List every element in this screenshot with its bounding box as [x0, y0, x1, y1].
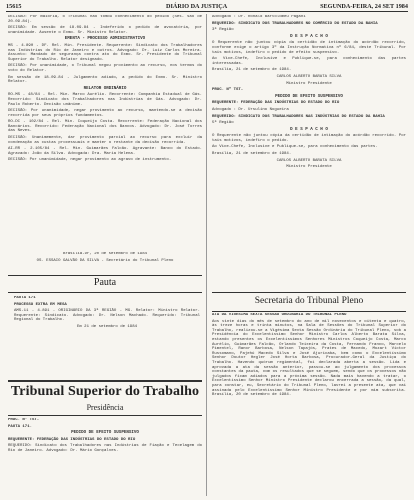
paragraph: RO-DC - 102/84 - Rel. Min. Coqueijo Costa. Recorrente: Federação Nacional dos Bancários. Recorrido: Federação Nacional dos Bancos. Advogado: Dr. José Torres das Neves.: [8, 120, 202, 134]
paragraph: ATA DA VIGÉSIMA SEXTA SESSÃO ORDINÁRIA DO TRIBUNAL PLENO: [212, 313, 347, 317]
rule: [8, 415, 202, 416]
paragraph: O Requerente não juntou cópia da certidão de intimação do acórdão recorrido, conforme exige o artigo 3º da Instrução Normativa nº 6/84, deste Tribunal. Por tais motivos, indefiro o pedido de efeito suspensivo.: [212, 41, 406, 55]
paragraph: REQUERIDO: Sindicato dos Trabalhadores nas Indústrias de Fiação e Tecelagem do Rio de Janeiro. Advogado: Dr. Mário Gonçalves.: [8, 444, 202, 453]
court-title: Tribunal Superior do Trabalho: [10, 384, 200, 399]
paragraph: PAUTA 171.: [8, 424, 33, 429]
paragraph: Ao Vice-Chefe, Inclusive e Publique-se, para conhecimento das partes interessadas.: [212, 57, 406, 66]
paragraph: Em 21 de setembro de 1984: [76, 324, 137, 329]
signature-role: Ministro Presidente: [286, 165, 332, 170]
paragraph: REQUERIDO: SINDICATO DOS TRABALHADORES NO COMÉRCIO DO ESTADO DA BAHIA: [212, 21, 378, 26]
court-subtitle: Presidência: [86, 403, 124, 412]
paragraph: PAUTA 171: [14, 296, 36, 300]
section-heading: PEDIDO DE EFEITO SUSPENSIVO: [275, 94, 343, 99]
paragraph: Brasília, 21 de setembro de 1984.: [212, 68, 292, 73]
paragraph: O Requerente não juntou cópia da certidão de intimação do acórdão recorrido. Por tais motivos, indefiro o pedido.: [212, 134, 406, 143]
paragraph: REQUERENTE: FEDERAÇÃO DAS INDÚSTRIAS DO ESTADO DO RIO: [8, 437, 136, 442]
paragraph: DECISÃO: Em sessão de 18.09.84 - Indeferido o pedido de avocatória, por unanimidade. Ausente o Exmo. Sr. Ministro Relator.: [8, 26, 202, 35]
section-heading: D E S P A C H O: [290, 34, 328, 39]
journal-title: DIÁRIO DA JUSTIÇA: [166, 3, 228, 10]
paragraph: AI-RR - 2.105/84 - Rel. Min. Guimarães Falcão. Agravante: Banco do Estado. Agravado: João da Silva. Advogada: Dra. Maria Helena.: [8, 147, 202, 156]
issue-date: SEGUNDA-FEIRA, 24 SET 1984: [320, 3, 408, 10]
secretaria-heading-box: [212, 292, 406, 312]
section-heading: PEDIDO DE EFEITO SUSPENSIVO: [71, 431, 139, 436]
paragraph: DECISÃO: Unanimemente, dar provimento parcial ao recurso para excluir da condenação as custas processuais e manter o restante da decisão recorrida.: [8, 136, 202, 145]
section-heading: D E S P A C H O: [290, 127, 328, 132]
right-column-top: [212, 15, 406, 240]
paragraph: 3ª Região: [212, 28, 234, 33]
secretaria-heading: Secretaria do Tribunal Pleno: [254, 296, 364, 306]
left-column-bottom: [8, 418, 202, 496]
paragraph: Brasília, 21 de setembro de 1984.: [212, 152, 292, 157]
pauta-body: [14, 296, 200, 360]
header-rule: [6, 11, 408, 12]
paragraph: DECISÃO: Por maioria, o Tribunal não tomou conhecimento do pedido (Ses- são de 20.09.84).: [8, 15, 202, 24]
paragraph: Advogado : Dr. Ronald Bartolomeu Pagani: [212, 15, 306, 19]
section-heading: EMENTA - PROCESSO ADMINISTRATIVO: [64, 37, 146, 42]
paragraph: Em sessão de 18.09.84 - Julgamento adiado, a pedido do Exmo. Sr. Ministro Relator.: [8, 75, 202, 85]
signature-name: CARLOS ALBERTO BARATA SILVA: [276, 158, 342, 163]
paragraph: Aos vinte dias do mês de setembro do ano de mil novecentos e oitenta e quatro, às treze horas e trinta minutos, na Sala de Sessões do Tribunal Superior do Trabalho, realizou-se a Vigésima Sexta Sessão Ordinária do Tribunal Pleno, sob a Presidência do Excelentíssimo Senhor Ministro Carlos Alberto Barata Silva, estando presentes os Excelentíssimos Senhores Ministros Coqueijo Costa, Marco Aurélio, Guimarães Falcão, Orlando Teixeira da Costa, Fernando Franco, Marcelo Pimentel, Ranor Barbosa, Nelson Tapajós, Prates de Macedo, Mozart Victor Russomano, Pajehú Macedo Silva e José Ajuricaba, bem como o Excelentíssimo Senhor Doutor Hegler José Horta Barbosa, Procurador-Geral da Justiça do Trabalho. Havendo quórum regimental, foi declarada aberta a sessão. Lida e aprovada a ata da sessão anterior, passou-se ao julgamento dos processos constantes da pauta, com os resultados que se seguem, sendo que os processos não julgados ficam adiados para a próxima sessão. Nada mais havendo a tratar, o Excelentíssimo Senhor Ministro Presidente declarou encerrada a sessão, da qual, para constar, eu, Secretário do Tribunal Pleno, lavrei a presente ata, que vai assinada pelo Excelentíssimo Senhor Ministro Presidente e por mim subscrita. Brasília, 20 de setembro de 1984.: [212, 319, 406, 398]
left-signature-block: [8, 252, 202, 274]
column-divider: [206, 14, 207, 496]
signature-name: OS. ESSAIO GALVÃO DA SILVA - Secretário do Tribunal Pleno: [36, 258, 174, 263]
paragraph: MS - 4.890 - DF. Rel. Min. Presidente. Requerente: Sindicato dos Trabalhadores nas Indústrias do Rio de Janeiro e outros. Advogado: Dr. Luiz Carlos Moreira. Assunto: Mandado de segurança contra ato do Exmo. Sr. Presidente do Tribunal Superior do Trabalho. Relator designado.: [8, 43, 202, 62]
process-number: PROC. Nº TST-: [212, 88, 244, 93]
pauta-heading: Pauta: [93, 277, 117, 288]
section-heading: RELATOR ORDINÁRIO: [83, 86, 127, 91]
paragraph: DECISÃO: Por unanimidade, negar provimento ao recurso, mantendo-se a decisão recorrida por seus próprios fundamentos.: [8, 109, 202, 118]
rule: [8, 380, 202, 382]
paragraph: RO-MS - 48/84 - Rel. Min. Marco Aurélio. Recorrente: Companhia Estadual de Gás. Recorrido: Sindicato dos Trabalhadores nas Indústrias de Gás. Advogado: Dr. Paulo Roberto. Decisão unânime.: [8, 93, 202, 107]
page-number: 15615: [6, 3, 22, 10]
rule: [8, 275, 202, 276]
paragraph: 5ª Região: [212, 121, 234, 126]
paragraph: DECISÃO: Por unanimidade, o Tribunal negou provimento ao recurso, nos termos do voto do Relator.: [8, 64, 202, 73]
paragraph: REQUERENTE: FEDERAÇÃO DAS INDÚSTRIAS DO ESTADO DO RIO: [212, 101, 340, 106]
left-column-top: [8, 15, 202, 250]
signature-date: Brasília-DF, 20 de setembro de 1984: [62, 252, 147, 256]
paragraph: Ao Vice-Chefe, Inclusive e Publique-se, para conhecimento das partes.: [212, 145, 378, 150]
signature-name: CARLOS ALBERTO BARATA SILVA: [276, 74, 342, 79]
right-column-bottom: [212, 313, 406, 496]
paragraph: Advogado : Dr. Ursulino Nogueira: [212, 107, 289, 112]
signature-role: Ministro Presidente: [286, 81, 332, 86]
paragraph: PROC. Nº TST-: [8, 418, 40, 422]
rule: [8, 292, 202, 293]
paragraph: AMS-11 - 4.891 - ORIGINÁRIO DA 3ª REGIÃO - MG. Relator: Ministro Relator. Requerente: Sindicato. Advogado: Dr. Nelson Machado. Requerido: Tribunal Regional do Trabalho.: [14, 309, 200, 323]
paragraph: PROCESSO EXTRA EM MESA: [14, 302, 67, 307]
paragraph: REQUERIDO: SINDICATO DOS TRABALHADORES NAS INDÚSTRIAS DO ESTADO DA BAHIA: [212, 114, 385, 119]
paragraph: DECISÃO: Por unanimidade, negar provimento ao agravo de instrumento.: [8, 158, 172, 163]
